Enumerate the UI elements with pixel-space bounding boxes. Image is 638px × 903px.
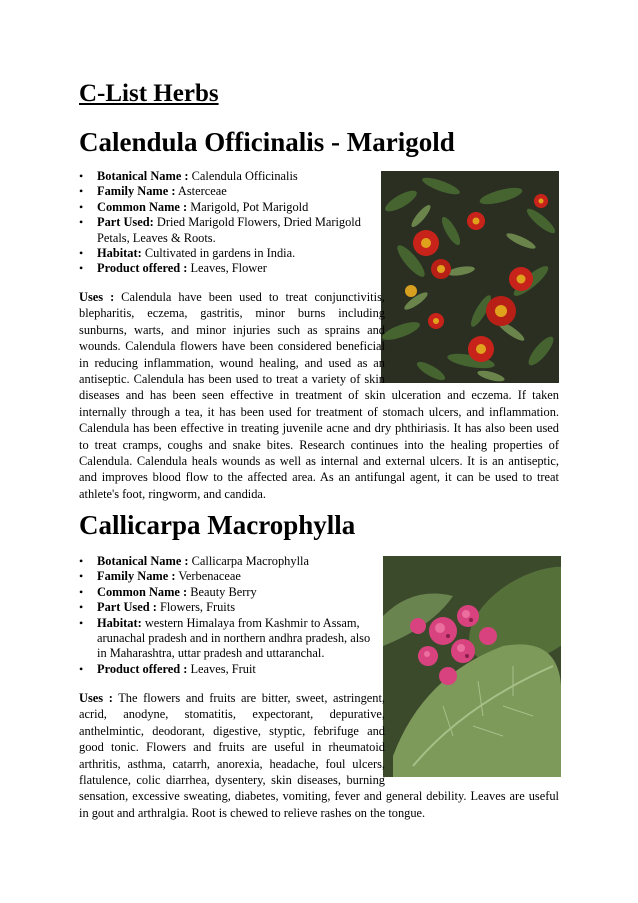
property-item (79, 169, 379, 184)
property-label: Botanical Name : (97, 169, 189, 183)
property-item (79, 600, 379, 615)
property-value: Verbenaceae (175, 569, 241, 584)
property-item (79, 215, 379, 246)
uses-text: The flowers and fruits are bitter, sweet, astringent, acrid, anodyne, stomatitis, expectorant, depurative, anthelmintic, deodorant, digestive, styptic, febrifuge and good tonic. Flowers and fruits are useful in rheumatoid arthritis, asthma, catarrh, anorexia, headache, foul ulcers, flatulence, colic diarrhea, dysentery, skin diseases, burning sensation, excessive sweating, diabetes, vomiting, fever and general debility. Leaves are useful in gout and arthralgia. Root is chewed to relieve rashes on the tongue. (79, 691, 559, 820)
uses-label: Uses : (79, 691, 113, 705)
property-value: Asterceae (175, 184, 227, 199)
uses-text: Calendula have been used to treat conjunctivitis, blepharitis, eczema, gastritis, minor burns including sunburns, warts, and minor injuries such as sprains and wounds. Calendula flowers have been considered beneficial in reducing inflammation, wound healing, and used as an antiseptic. Calendula has been used to treat a variety of skin diseases and has been seen effective in treatment of skin ulceration and eczema. If taken internally through a tea, it has been used for treatment of stomach ulcers, and inflammation. Calendula has been effective in treating juvenile acne and dry phthiriasis. It has also been used to treat cramps, coughs and snake bites. Research continues into the healing properties of Calendula. Calendula heals wounds as well as internal and external ulcers. It is an antiseptic, and improves blood flow to the affected area. As an antifungal agent, it can be used to treat athlete's foot, ringworm, and candida. (79, 290, 559, 501)
property-value: Callicarpa Macrophylla (188, 554, 309, 568)
property-value: Beauty Berry (187, 584, 257, 599)
uses-label: Uses : (79, 290, 115, 304)
property-value: Leaves, Fruit (187, 661, 256, 676)
property-item (79, 184, 379, 199)
callicarpa-properties-list (79, 554, 379, 677)
property-item (79, 554, 379, 569)
property-label: Part Used : (97, 600, 157, 615)
calendula-uses-paragraph (79, 289, 559, 502)
property-label: Family Name : (97, 569, 176, 584)
property-label: Habitat: (97, 246, 142, 261)
property-label: Family Name : (97, 184, 176, 199)
property-label: Part Used: (97, 215, 154, 230)
property-value: Flowers, Fruits (156, 600, 236, 615)
property-value: western Himalaya from Kashmir to Assam, arunachal pradesh and in northern andhra pradesh, also in Maharashtra, uttar pradesh and uttaranchal. (97, 615, 371, 661)
property-label: Common Name : (97, 584, 188, 599)
property-item (79, 246, 379, 261)
callicarpa-uses-paragraph (79, 690, 559, 821)
property-label: Product offered : (97, 661, 188, 676)
property-item (79, 569, 379, 584)
property-value: Dried Marigold Flowers, Dried Marigold Petals, Leaves & Roots. (97, 215, 361, 245)
property-value: Marigold, Pot Marigold (187, 199, 309, 214)
property-item (79, 662, 379, 677)
herb-title-calendula: Calendula Officinalis - Marigold (79, 127, 455, 157)
property-label: Product offered : (97, 261, 188, 276)
property-value: Cultivated in gardens in India. (141, 246, 296, 261)
calendula-properties-list (79, 169, 379, 277)
property-label: Botanical Name : (97, 554, 189, 568)
property-item (79, 585, 379, 600)
property-item (79, 616, 379, 662)
property-label: Common Name : (97, 199, 188, 214)
herb-title-callicarpa: Callicarpa Macrophylla (79, 510, 356, 540)
property-item (79, 261, 379, 276)
property-item (79, 200, 379, 215)
property-label: Habitat: (97, 615, 142, 630)
property-value: Calendula Officinalis (188, 169, 298, 183)
property-value: Leaves, Flower (187, 261, 267, 276)
page-title: C-List Herbs (79, 80, 219, 107)
